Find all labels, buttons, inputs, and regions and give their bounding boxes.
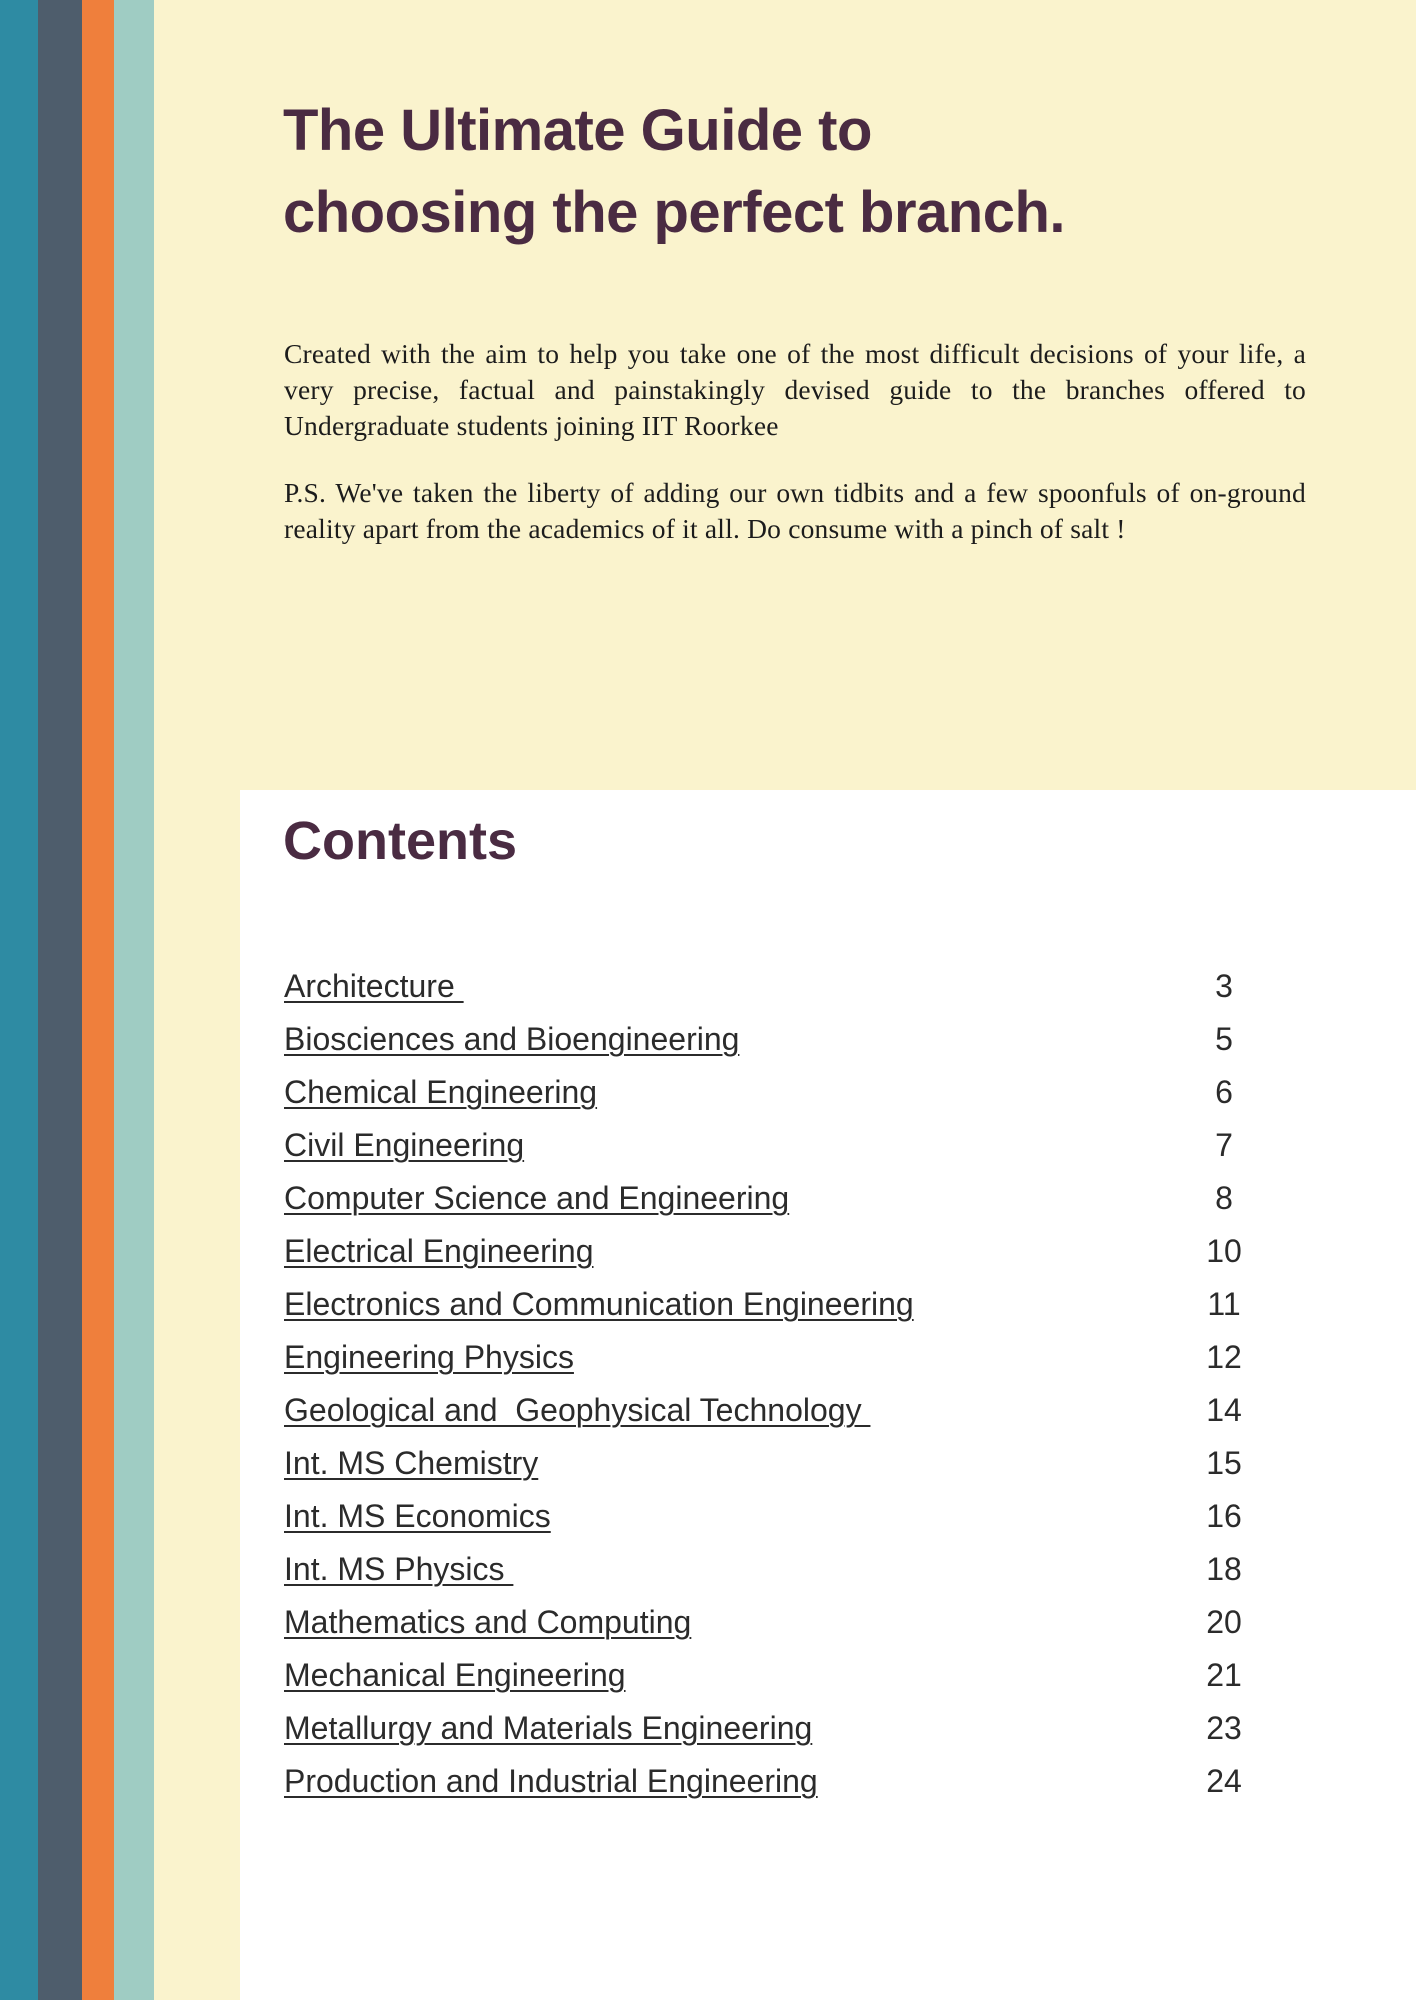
page-title-line-2: choosing the perfect branch. — [283, 180, 1065, 246]
toc-entry-label[interactable]: Electronics and Communication Engineering — [284, 1286, 914, 1322]
list-item[interactable] — [284, 1551, 1284, 1604]
table-of-contents — [284, 968, 1284, 1816]
list-item[interactable] — [284, 1445, 1284, 1498]
toc-entry-label[interactable]: Chemical Engineering — [284, 1074, 598, 1110]
toc-entry-page: 21 — [1206, 1657, 1242, 1693]
toc-entry-label[interactable]: Int. MS Physics — [284, 1551, 514, 1587]
list-item[interactable] — [284, 1392, 1284, 1445]
list-item[interactable] — [284, 1180, 1284, 1233]
list-item[interactable] — [284, 1021, 1284, 1074]
toc-entry-label[interactable]: Engineering Physics — [284, 1339, 574, 1375]
toc-entry-page: 14 — [1206, 1392, 1242, 1428]
toc-entry-label[interactable]: Geological and Geophysical Technology — [284, 1392, 871, 1428]
toc-entry-label[interactable]: Int. MS Economics — [284, 1498, 551, 1534]
toc-entry-label[interactable]: Mathematics and Computing — [284, 1604, 692, 1640]
toc-entry-page: 12 — [1206, 1339, 1242, 1375]
toc-entry-label[interactable]: Production and Industrial Engineering — [284, 1763, 818, 1799]
toc-entry-page: 5 — [1215, 1021, 1233, 1057]
toc-entry-page: 23 — [1206, 1710, 1242, 1746]
toc-entry-page: 20 — [1206, 1604, 1242, 1640]
list-item[interactable] — [284, 1286, 1284, 1339]
toc-entry-label[interactable]: Metallurgy and Materials Engineering — [284, 1710, 813, 1746]
list-item[interactable] — [284, 1127, 1284, 1180]
list-item[interactable] — [284, 1710, 1284, 1763]
toc-entry-page: 11 — [1207, 1286, 1241, 1322]
toc-entry-label[interactable]: Int. MS Chemistry — [284, 1445, 539, 1481]
toc-entry-label[interactable]: Biosciences and Bioengineering — [284, 1021, 740, 1057]
toc-entry-page: 8 — [1215, 1180, 1233, 1216]
list-item[interactable] — [284, 1763, 1284, 1816]
toc-entry-page: 10 — [1206, 1233, 1242, 1269]
toc-entry-page: 15 — [1206, 1445, 1242, 1481]
toc-entry-page: 6 — [1215, 1074, 1233, 1110]
toc-entry-label[interactable]: Architecture — [284, 968, 464, 1004]
toc-entry-label[interactable]: Civil Engineering — [284, 1127, 525, 1163]
list-item[interactable] — [284, 968, 1284, 1021]
page-title-line-1: The Ultimate Guide to — [283, 98, 872, 163]
list-item[interactable] — [284, 1498, 1284, 1551]
toc-entry-page: 24 — [1206, 1763, 1242, 1799]
toc-entry-label[interactable]: Computer Science and Engineering — [284, 1180, 790, 1216]
page-title — [283, 90, 1353, 255]
list-item[interactable] — [284, 1657, 1284, 1710]
list-item[interactable] — [284, 1604, 1284, 1657]
intro-paragraph-2: P.S. We've taken the liberty of adding our own tidbits and a few spoonfuls of on-ground reality apart from the academics of it all. Do consume with a pinch of salt ! — [284, 477, 1306, 544]
list-item[interactable] — [284, 1339, 1284, 1392]
toc-entry-page: 18 — [1206, 1551, 1242, 1587]
intro-text-block — [284, 336, 1306, 547]
toc-entry-label[interactable]: Mechanical Engineering — [284, 1657, 626, 1693]
toc-entry-page: 16 — [1206, 1498, 1242, 1534]
list-item[interactable] — [284, 1074, 1284, 1127]
toc-entry-page: 7 — [1215, 1127, 1233, 1163]
contents-heading: Contents — [283, 811, 517, 871]
intro-paragraph-1: Created with the aim to help you take one of the most difficult decisions of your life, a very precise, factual and painstakingly devised guide to the branches offered to Undergraduate students joining IIT Roorkee — [284, 338, 1306, 441]
list-item[interactable] — [284, 1233, 1284, 1286]
toc-entry-label[interactable]: Electrical Engineering — [284, 1233, 594, 1269]
toc-entry-page: 3 — [1215, 968, 1233, 1004]
